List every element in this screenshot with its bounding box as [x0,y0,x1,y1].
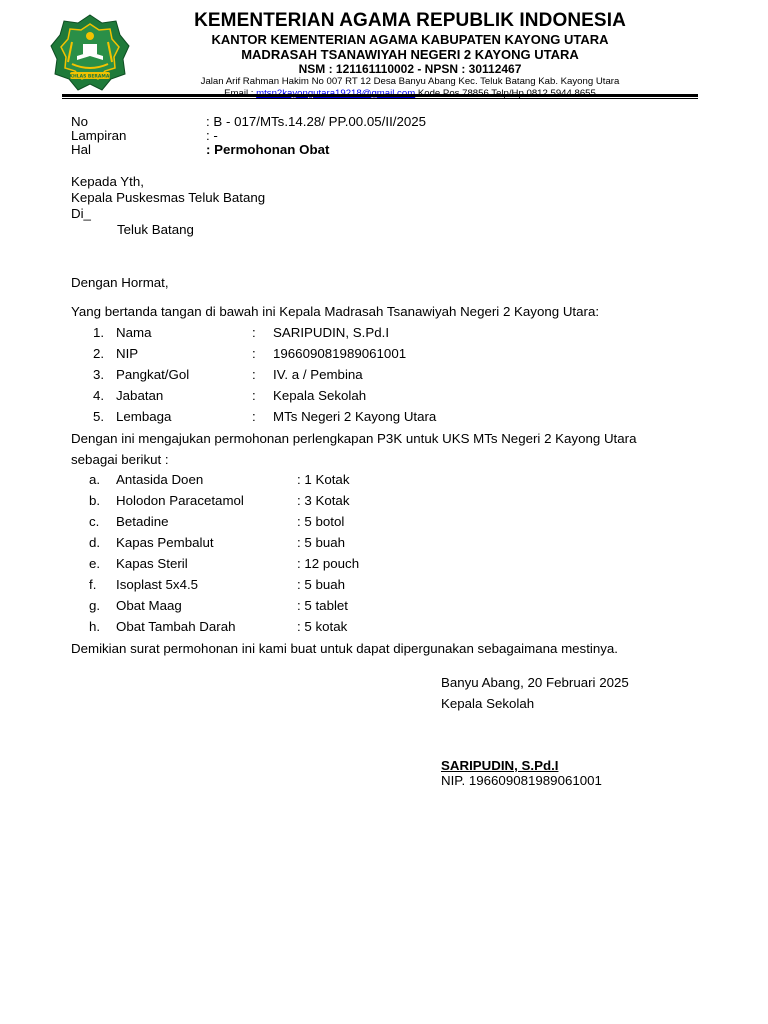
no-value: : B - 017/MTs.14.28/ PP.00.05/II/2025 [206,114,427,129]
item-qty: : 5 buah [297,577,346,592]
hal-value-line [206,142,329,158]
closing-text: Demikian surat permohonan ini kami buat untuk dapat dipergunakan sebagaimana mestinya. [71,641,618,656]
request-line-1: Dengan ini mengajukan permohonan perlengkapan P3K untuk UKS MTs Negeri 2 Kayong Utara [71,431,637,446]
hal-label: Hal [71,142,91,157]
item-name: Kapas Steril [116,556,188,571]
item-qty: : 3 Kotak [297,493,350,508]
logo-motto: IKHLAS BERAMAL [67,74,113,80]
item-qty: : 5 buah [297,535,346,550]
identity-num: 5. [93,409,105,424]
identity-num: 3. [93,367,105,382]
hal-colon: : [206,142,211,157]
identity-label: NIP [116,346,139,361]
item-name: Kapas Pembalut [116,535,214,550]
signer-nip: NIP. 196609081989061001 [441,773,602,788]
school-title: MADRASAH TSANAWIYAH NEGERI 2 KAYONG UTARA [241,47,579,62]
place-date: Banyu Abang, 20 Februari 2025 [441,675,629,690]
signer-position: Kepala Sekolah [441,696,535,711]
school-address: Jalan Arif Rahman Hakim No 007 RT 12 Desa Banyu Abang Kec. Teluk Batang Kab. Kayong Utara [200,76,620,87]
identity-label: Pangkat/Gol [116,367,190,382]
identity-value: SARIPUDIN, S.Pd.I [273,325,390,340]
identity-label: Lembaga [116,409,172,424]
signer-name: SARIPUDIN, S.Pd.I [441,758,559,773]
identity-colon: : [252,346,256,361]
item-name: Antasida Doen [116,472,204,487]
no-label: No [71,114,88,129]
header-rule-thin [62,98,698,99]
item-letter: e. [89,556,101,571]
recipient-greeting: Kepada Yth, [71,174,144,189]
identity-colon: : [252,325,256,340]
item-name: Holodon Paracetamol [116,493,244,508]
item-qty: : 1 Kotak [297,472,350,487]
recipient-name: Kepala Puskesmas Teluk Batang [71,190,266,205]
office-title: KANTOR KEMENTERIAN AGAMA KABUPATEN KAYONG UTARA [211,32,609,47]
item-letter: a. [89,472,101,487]
identity-num: 4. [93,388,105,403]
school-ids: NSM : 121161110002 - NPSN : 30112467 [298,62,522,76]
lampiran-value: : - [206,128,218,143]
item-qty: : 5 tablet [297,598,349,613]
salutation: Dengan Hormat, [71,275,169,290]
ministry-title: KEMENTERIAN AGAMA REPUBLIK INDONESIA [194,10,626,31]
identity-label: Jabatan [116,388,164,403]
hal-value: Permohonan Obat [214,142,330,157]
identity-colon: : [252,367,256,382]
recipient-place: Teluk Batang [117,222,194,237]
identity-num: 2. [93,346,105,361]
header-rule-thick [62,94,698,97]
identity-colon: : [252,388,256,403]
item-letter: h. [89,619,101,634]
request-line-2: sebagai berikut : [71,452,169,467]
recipient-di: Di_ [71,206,91,221]
letterhead [140,10,680,100]
identity-label: Nama [116,325,152,340]
item-name: Obat Maag [116,598,182,613]
item-name: Isoplast 5x4.5 [116,577,199,592]
item-qty: : 5 botol [297,514,345,529]
item-letter: b. [89,493,101,508]
item-name: Betadine [116,514,169,529]
intro-text: Yang bertanda tangan di bawah ini Kepala Madrasah Tsanawiyah Negeri 2 Kayong Utara: [71,304,600,319]
identity-colon: : [252,409,256,424]
identity-value: IV. a / Pembina [273,367,363,382]
item-letter: d. [89,535,101,550]
item-letter: c. [89,514,100,529]
identity-value: MTs Negeri 2 Kayong Utara [273,409,437,424]
lampiran-label: Lampiran [71,128,127,143]
item-letter: g. [89,598,101,613]
identity-value: 196609081989061001 [273,346,407,361]
item-qty: : 12 pouch [297,556,360,571]
identity-value: Kepala Sekolah [273,388,367,403]
item-qty: : 5 kotak [297,619,348,634]
item-name: Obat Tambah Darah [116,619,236,634]
kemenag-emblem-icon [50,14,130,92]
item-letter: f. [89,577,97,592]
identity-num: 1. [93,325,105,340]
